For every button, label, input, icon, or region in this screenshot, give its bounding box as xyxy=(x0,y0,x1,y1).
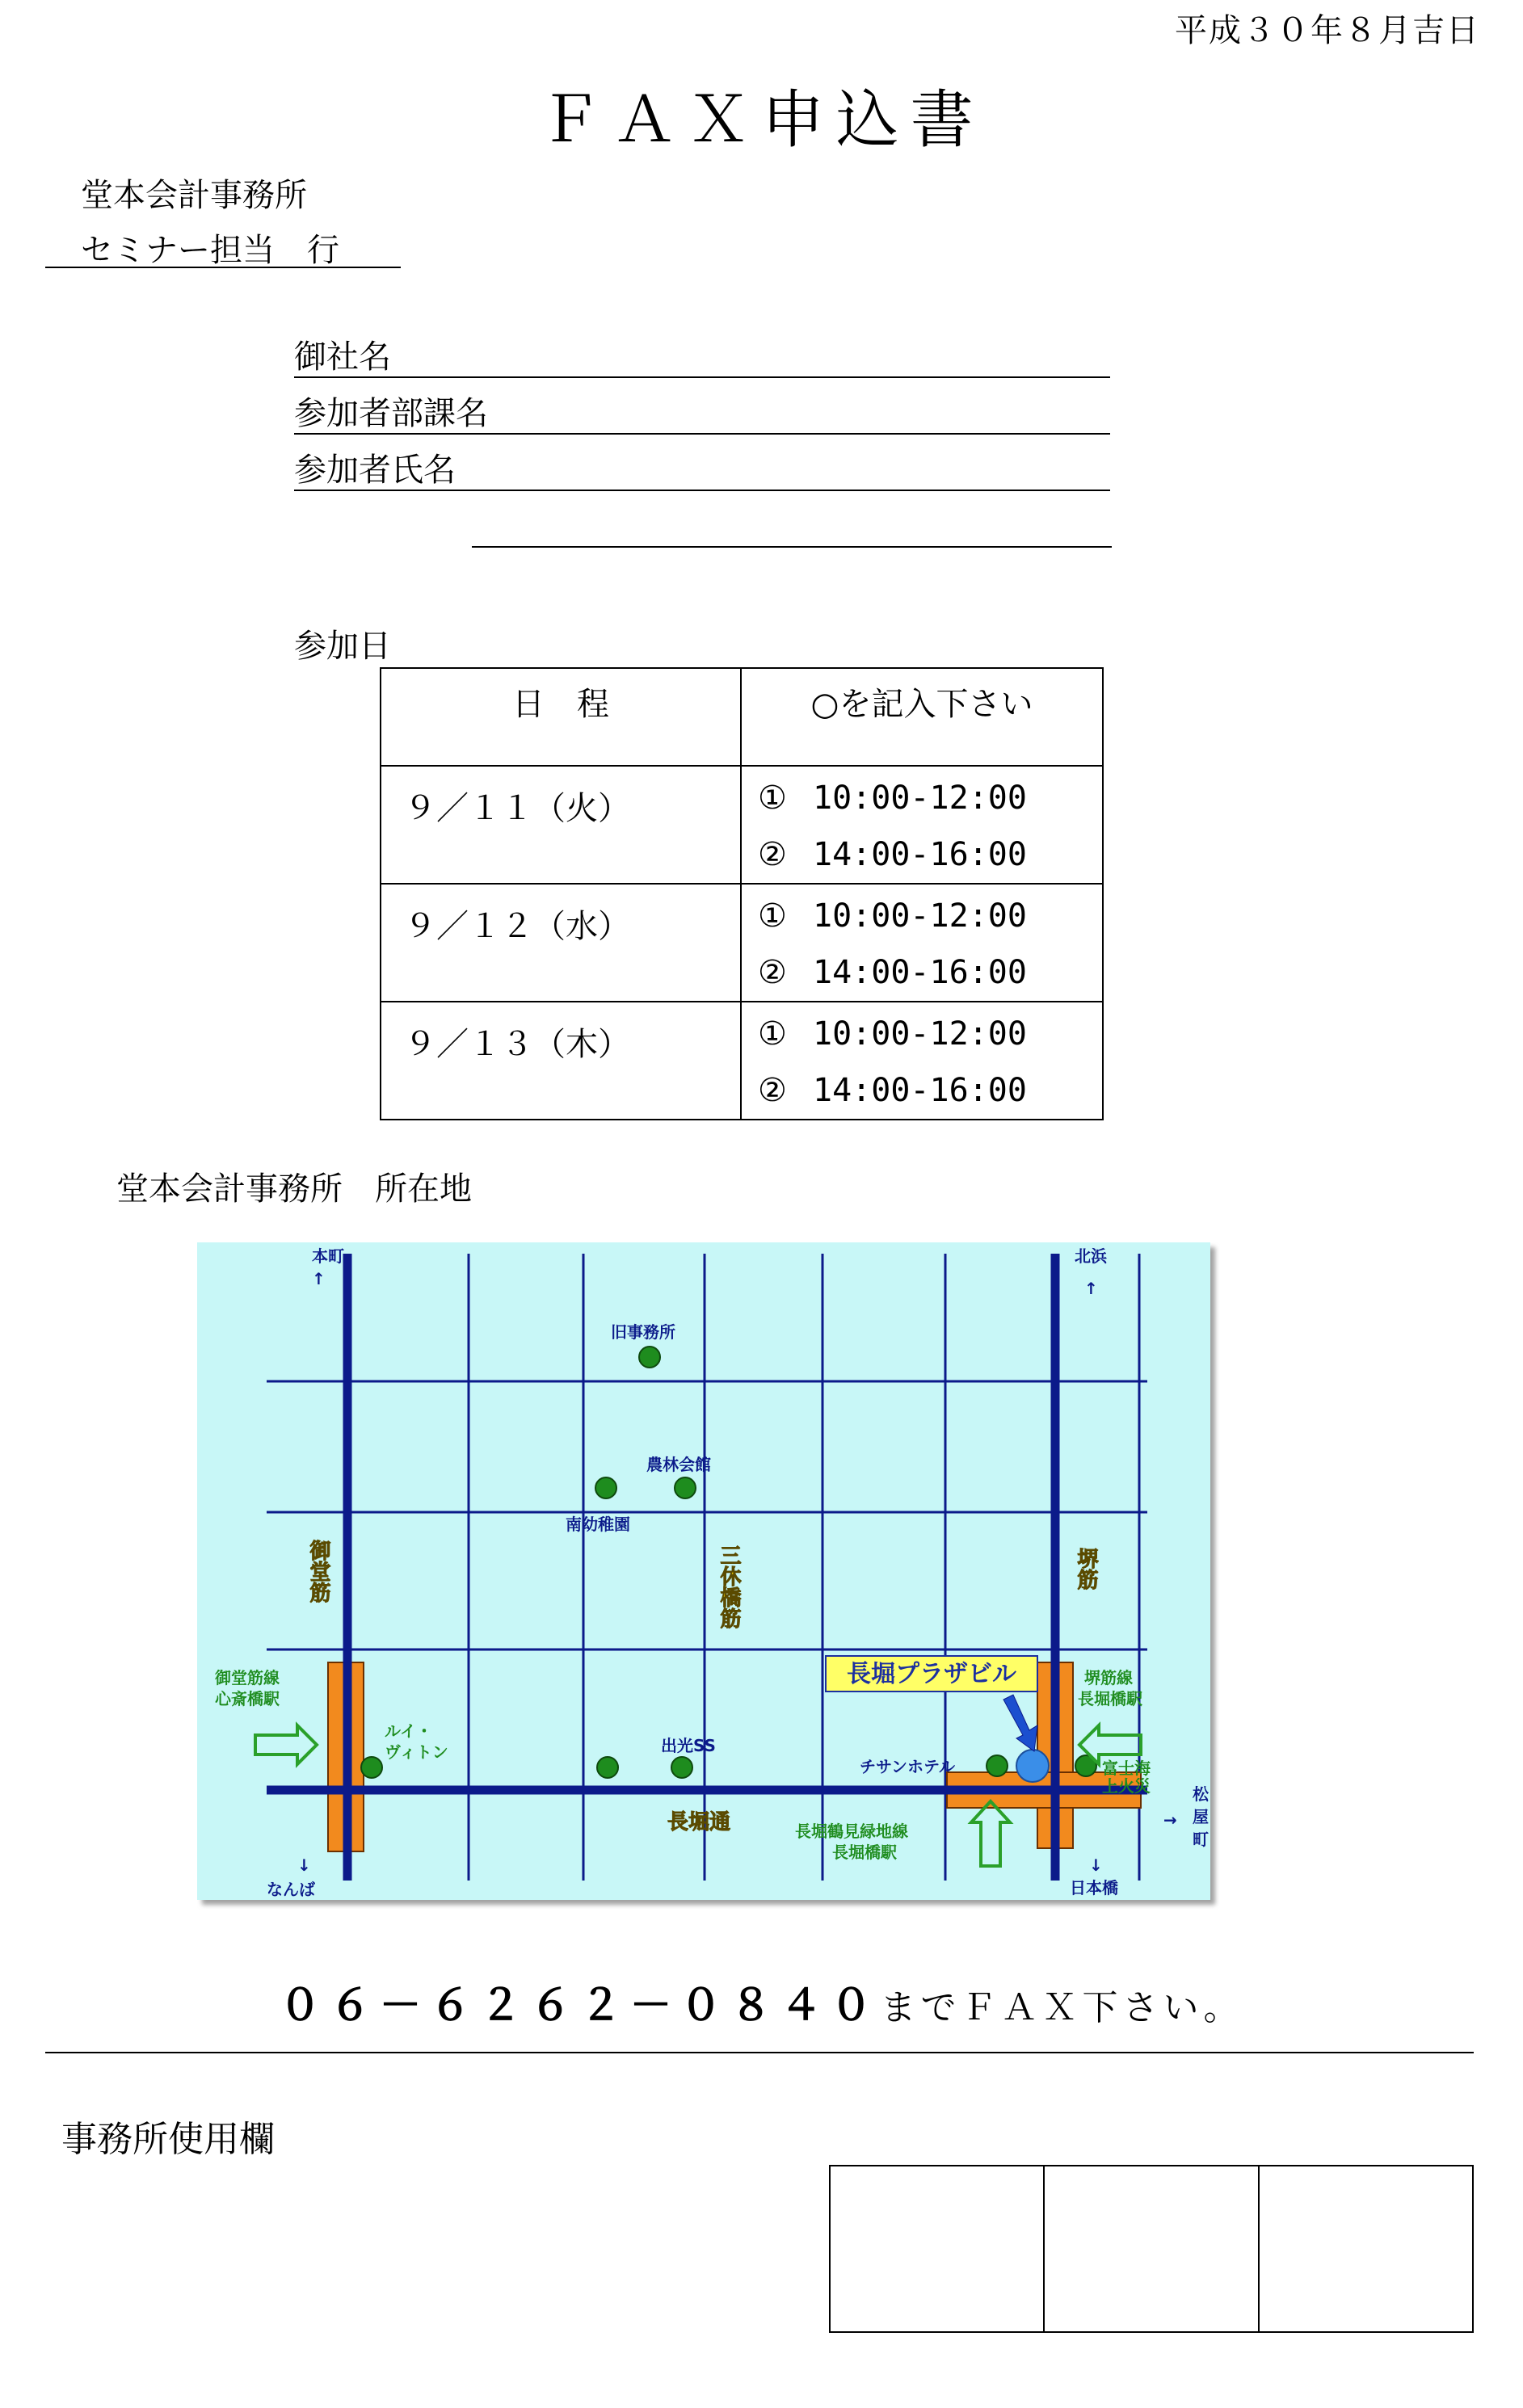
matsuyamachi-label-3: 町 xyxy=(1193,1830,1209,1849)
department-label: 参加者部課名 xyxy=(294,395,488,432)
recipient-underline xyxy=(45,267,401,268)
schedule-row xyxy=(381,884,1103,1002)
slot-time: 10:00-12:00 xyxy=(813,780,1027,817)
participant-name-label: 参加者氏名 xyxy=(294,452,456,489)
fuji-label-1: 富士海 xyxy=(1102,1759,1151,1778)
recipient-office: 堂本会計事務所 xyxy=(81,177,307,214)
sanbashisuji-label: 三休橋筋 xyxy=(717,1544,741,1628)
office-use-box xyxy=(829,2165,1474,2333)
slot-time: 14:00-16:00 xyxy=(813,836,1027,873)
time-slot[interactable] xyxy=(758,888,1102,944)
namba-label: なんば xyxy=(267,1880,315,1899)
participant-name-field[interactable] xyxy=(294,451,1110,491)
schedule-table xyxy=(380,667,1104,1120)
marker-norinkaikan xyxy=(675,1477,696,1498)
midosuji-line-label: 御堂筋線 xyxy=(215,1668,280,1687)
schedule-header-date: 日 程 xyxy=(381,668,741,766)
schedule-row xyxy=(381,1002,1103,1120)
slot-mark: ① xyxy=(758,780,787,817)
fax-instruction xyxy=(0,1971,1523,2032)
honmachi-label: 本町 xyxy=(312,1246,344,1266)
time-slot[interactable] xyxy=(758,944,1102,1001)
tsurumi-station-label: 長堀橋駅 xyxy=(832,1843,897,1862)
office-use-label: 事務所使用欄 xyxy=(61,2119,275,2160)
schedule-date: ９／１３（木） xyxy=(381,1002,741,1120)
slot-time: 10:00-12:00 xyxy=(813,1015,1027,1053)
slot-mark: ② xyxy=(758,954,787,991)
time-slot[interactable] xyxy=(758,770,1102,826)
shinsaibashi-station-label: 心斎橋駅 xyxy=(215,1689,280,1708)
matsuyamachi-label-2: 屋 xyxy=(1193,1807,1209,1826)
office-map xyxy=(197,1242,1220,1910)
target-building-label: 長堀プラザビル xyxy=(847,1660,1016,1688)
department-field[interactable] xyxy=(294,394,1110,435)
office-use-cell[interactable] xyxy=(831,2166,1045,2331)
time-slot[interactable] xyxy=(758,1062,1102,1119)
location-label: 堂本会計事務所 所在地 xyxy=(116,1170,472,1208)
issue-date: 平成３０年８月吉日 xyxy=(1175,12,1480,49)
chisan-label: チサンホテル xyxy=(860,1757,955,1776)
slot-time: 14:00-16:00 xyxy=(813,1072,1027,1109)
nagahoribashi-station-label: 長堀橋駅 xyxy=(1078,1689,1142,1708)
participant-name-line-2[interactable] xyxy=(472,546,1112,548)
matsuyamachi-arrow-icon: → xyxy=(1163,1810,1177,1830)
louisvuitton-label-2: ヴィトン xyxy=(385,1742,448,1762)
marker-kyuujimusho xyxy=(639,1347,660,1368)
slot-time: 10:00-12:00 xyxy=(813,897,1027,935)
target-building-marker xyxy=(1016,1750,1049,1782)
marker-louisvuitton xyxy=(361,1757,382,1778)
kitahama-arrow-icon: ↑ xyxy=(1084,1279,1098,1298)
sakaisuji-label: 堺筋 xyxy=(1074,1548,1098,1590)
company-name-label: 御社名 xyxy=(294,338,391,376)
schedule-header-slot: ○を記入下さい xyxy=(741,668,1103,766)
office-use-cell[interactable] xyxy=(1045,2166,1259,2331)
honmachi-arrow-icon: ↑ xyxy=(312,1269,326,1288)
marker-chisan xyxy=(987,1755,1008,1776)
louisvuitton-label-1: ルイ・ xyxy=(385,1721,432,1741)
fuji-label-2: 上火災 xyxy=(1102,1776,1151,1796)
fax-suffix: までＦＡＸ下さい。 xyxy=(880,1987,1244,2028)
schedule-slots xyxy=(741,766,1103,884)
midosuji-label: 御堂筋 xyxy=(306,1540,330,1603)
schedule-header-row xyxy=(381,668,1103,766)
norinkaikan-label: 農林会館 xyxy=(646,1455,711,1474)
namba-arrow-icon: ↓ xyxy=(297,1855,311,1875)
idemitsu-label: 出光SS xyxy=(661,1736,716,1755)
schedule-date: ９／１１（火） xyxy=(381,766,741,884)
schedule-slots xyxy=(741,1002,1103,1120)
kitahama-label: 北浜 xyxy=(1075,1246,1107,1266)
slot-time: 14:00-16:00 xyxy=(813,954,1027,991)
tsurumi-line-label: 長堀鶴見緑地線 xyxy=(795,1822,908,1841)
recipient-department: セミナー担当 行 xyxy=(81,232,339,269)
marker-idemitsu xyxy=(671,1757,692,1778)
schedule-row xyxy=(381,766,1103,884)
office-use-cell[interactable] xyxy=(1260,2166,1472,2331)
nagahoridori-label: 長堀通 xyxy=(667,1810,731,1834)
marker-tokyuhands xyxy=(597,1757,618,1778)
schedule-date: ９／１２（水） xyxy=(381,884,741,1002)
slot-mark: ① xyxy=(758,1015,787,1053)
page-title: ＦＡＸ申込書 xyxy=(538,84,985,157)
company-name-field[interactable] xyxy=(294,338,1110,378)
nihonbashi-arrow-icon: ↓ xyxy=(1089,1855,1103,1875)
sakaisuji-line-label: 堺筋線 xyxy=(1084,1668,1133,1687)
time-slot[interactable] xyxy=(758,1006,1102,1062)
nihonbashi-label: 日本橋 xyxy=(1070,1878,1118,1897)
kyuujimusho-label: 旧事務所 xyxy=(611,1322,675,1342)
fax-number: ０６－６２６２－０８４０ xyxy=(279,1981,881,2030)
slot-mark: ② xyxy=(758,836,787,873)
divider xyxy=(45,2052,1474,2053)
marker-minamiyouchien xyxy=(595,1477,616,1498)
time-slot[interactable] xyxy=(758,826,1102,883)
schedule-slots xyxy=(741,884,1103,1002)
slot-mark: ① xyxy=(758,897,787,935)
slot-mark: ② xyxy=(758,1072,787,1109)
attendance-date-label: 参加日 xyxy=(294,628,391,665)
matsuyamachi-label-1: 松 xyxy=(1193,1784,1209,1804)
minamiyouchien-label: 南幼稚園 xyxy=(566,1515,630,1534)
